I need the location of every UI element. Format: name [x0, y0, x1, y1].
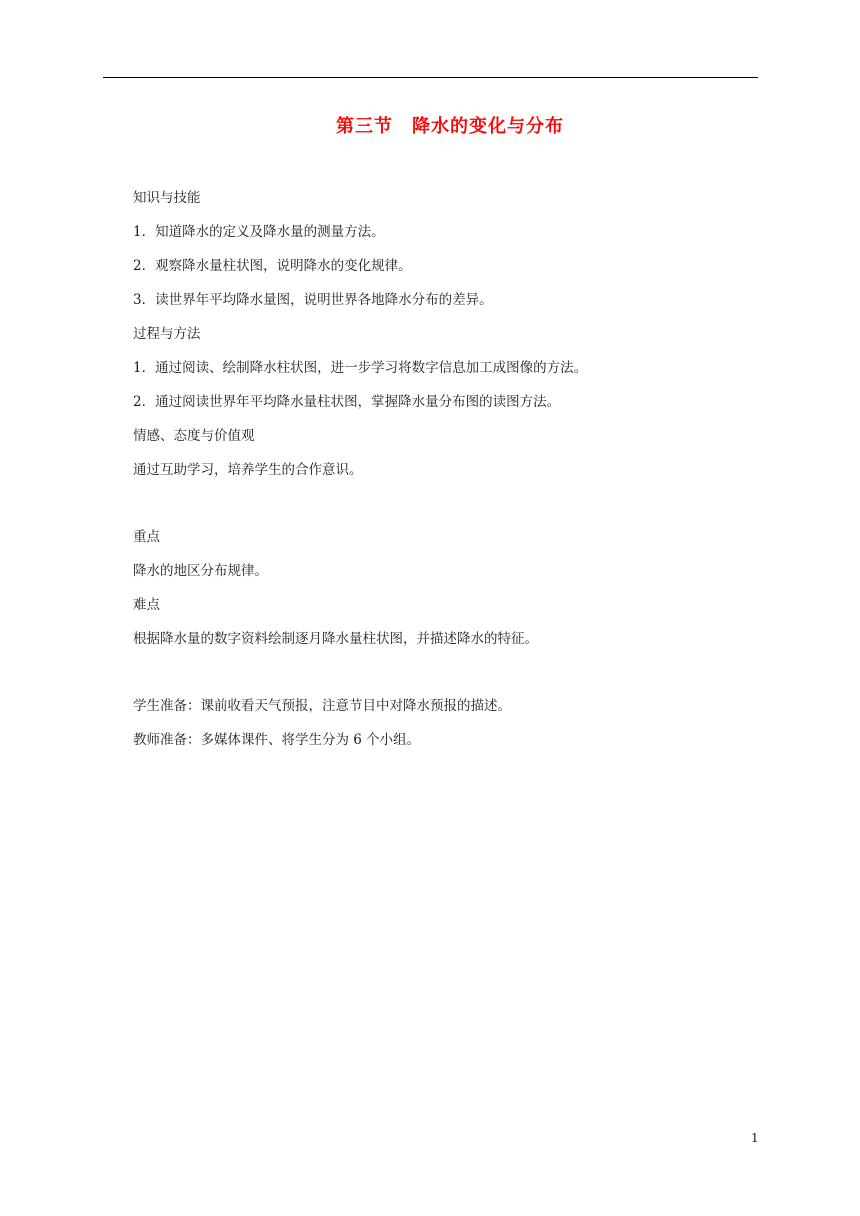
section-heading-process: 过程与方法 [133, 326, 201, 342]
knowledge-item-3: 3．读世界年平均降水量图，说明世界各地降水分布的差异。 [133, 292, 493, 308]
knowledge-item-1: 1．知道降水的定义及降水量的测量方法。 [133, 224, 385, 240]
emotion-text: 通过互助学习，培养学生的合作意识。 [133, 462, 363, 478]
key-text: 降水的地区分布规律。 [133, 563, 268, 579]
section-heading-knowledge: 知识与技能 [133, 190, 201, 206]
section-heading-key: 重点 [133, 529, 160, 545]
page-title: 第三节 降水的变化与分布 [336, 116, 564, 137]
difficulty-text: 根据降水量的数字资料绘制逐月降水量柱状图，并描述降水的特征。 [133, 631, 538, 647]
header-rule [103, 77, 758, 78]
section-heading-difficulty: 难点 [133, 597, 160, 613]
knowledge-item-2: 2．观察降水量柱状图，说明降水的变化规律。 [133, 258, 412, 274]
process-item-2: 2．通过阅读世界年平均降水量柱状图，掌握降水量分布图的读图方法。 [133, 394, 561, 410]
page-number: 1 [751, 1131, 759, 1145]
section-heading-emotion: 情感、态度与价值观 [133, 428, 255, 444]
student-prep-text: 学生准备：课前收看天气预报，注意节目中对降水预报的描述。 [133, 698, 511, 714]
teacher-prep-text: 教师准备：多媒体课件、将学生分为 6 个小组。 [133, 732, 421, 748]
process-item-1: 1．通过阅读、绘制降水柱状图，进一步学习将数字信息加工成图像的方法。 [133, 360, 588, 376]
